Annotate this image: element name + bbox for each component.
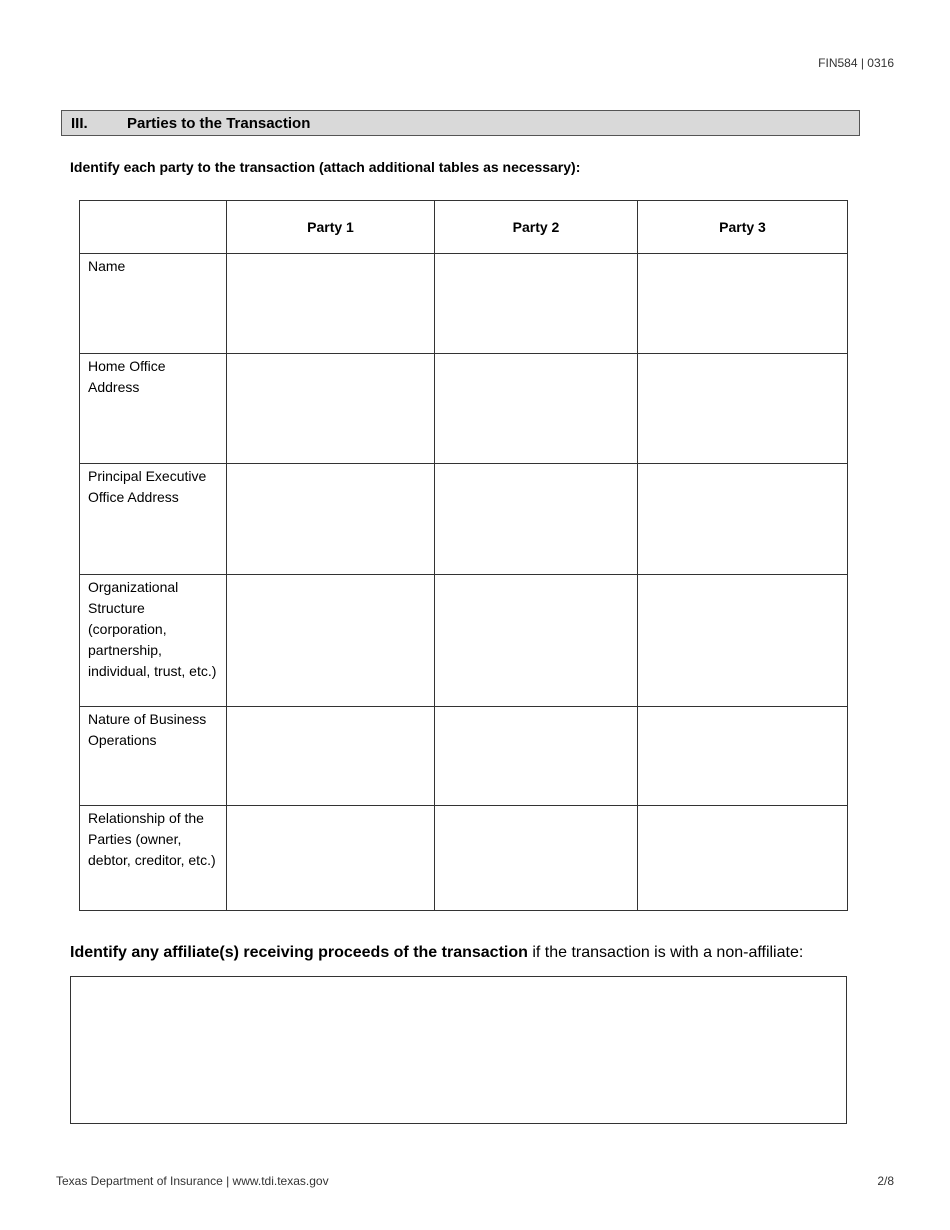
table-row [80,575,848,707]
party-3-name-field[interactable] [638,254,848,354]
party-3-home-office-field[interactable] [638,354,848,464]
party-2-name-field[interactable] [435,254,638,354]
table-row [80,254,848,354]
table-row [80,464,848,575]
table-header-row [80,201,848,254]
instruction-text: Identify each party to the transaction (attach additional tables as necessary): [70,159,581,175]
party-2-business-operations-field[interactable] [435,707,638,806]
row-label-name: Name [80,254,227,354]
section-title: Parties to the Transaction [127,114,311,132]
parties-table [79,200,848,911]
row-label-organizational-structure: Organizational Structure (corporation, partnership, individual, trust, etc.) [80,575,227,707]
party-2-home-office-field[interactable] [435,354,638,464]
party-1-relationship-field[interactable] [227,806,435,911]
affiliate-input-box[interactable] [70,976,847,1124]
party-1-org-structure-field[interactable] [227,575,435,707]
row-label-home-office-address: Home Office Address [80,354,227,464]
column-header-party-2: Party 2 [435,201,638,254]
table-row [80,354,848,464]
party-3-relationship-field[interactable] [638,806,848,911]
party-1-executive-office-field[interactable] [227,464,435,575]
table-row [80,707,848,806]
table-row [80,806,848,911]
party-1-home-office-field[interactable] [227,354,435,464]
row-label-relationship-of-parties: Relationship of the Parties (owner, debtor, creditor, etc.) [80,806,227,911]
party-2-executive-office-field[interactable] [435,464,638,575]
section-header [61,110,860,136]
section-number: III. [71,114,88,132]
affiliate-prompt-bold: Identify any affiliate(s) receiving proceeds of the transaction [70,944,528,961]
column-header-party-1: Party 1 [227,201,435,254]
party-1-business-operations-field[interactable] [227,707,435,806]
party-3-business-operations-field[interactable] [638,707,848,806]
affiliate-prompt [70,944,803,962]
column-header-party-3: Party 3 [638,201,848,254]
page-number: 2/8 [877,1174,894,1188]
form-code: FIN584 | 0316 [818,56,894,70]
affiliate-prompt-rest: if the transaction is with a non-affiliate: [527,944,804,961]
party-2-org-structure-field[interactable] [435,575,638,707]
footer-agency: Texas Department of Insurance | www.tdi.texas.gov [56,1174,329,1188]
party-3-org-structure-field[interactable] [638,575,848,707]
row-label-principal-executive-office: Principal Executive Office Address [80,464,227,575]
row-label-nature-of-business: Nature of Business Operations [80,707,227,806]
column-header-blank [80,201,227,254]
party-3-executive-office-field[interactable] [638,464,848,575]
party-2-relationship-field[interactable] [435,806,638,911]
party-1-name-field[interactable] [227,254,435,354]
